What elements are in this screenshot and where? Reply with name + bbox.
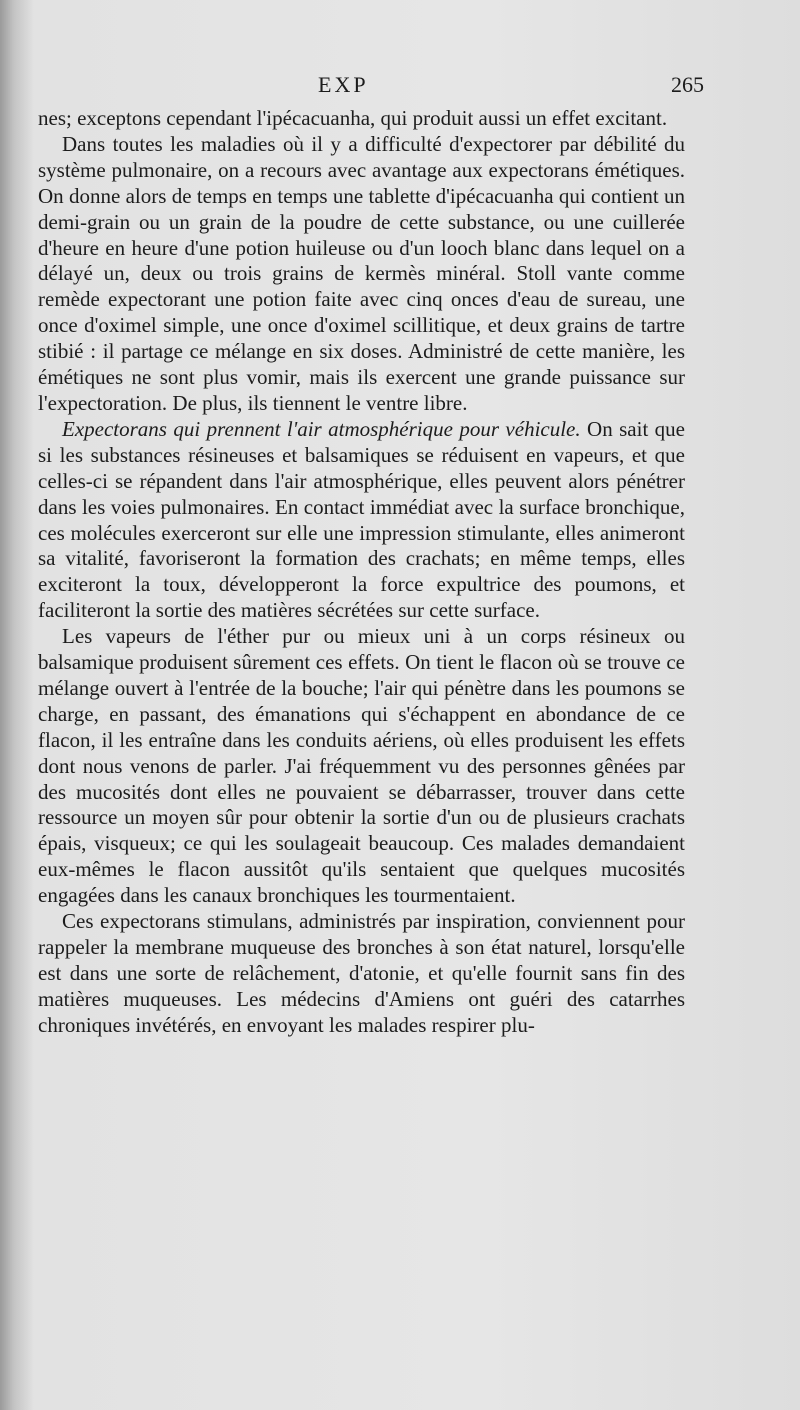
- paragraph-vapeurs-ether: Les vapeurs de l'éther pur ou mieux uni à un corps résineux ou balsamique produisent sûrement ces effets. On tient le flacon où se trouve ce mélange ouvert à l'entrée de la bouche; l'air qui pénètre dans les poumons se charge, en passant, des émanations qui s'échappent en abondance de ce flacon, il les entraîne dans les conduits aériens, où elles produisent les effets dont nous venons de parler. J'ai fréquemment vu des personnes gênées par des mucosités dont elles ne pouvaient se débarrasser, trouver dans cette ressource un moyen sûr pour obtenir la sortie d'un ou de plusieurs crachats épais, visqueux; ce qui les soulageait beaucoup. Ces malades demandaient eux-mêmes le flacon aussitôt qu'ils sentaient que quelques mucosités engagées dans les canaux bronchiques les tourmentaient.: [38, 624, 685, 908]
- paragraph-air-atmospherique-text: On sait que si les substances résineuses et balsamiques se réduisent en vapeurs, et que celles-ci se répandent dans l'air atmosphérique, elles peuvent alors pénétrer dans les voies pulmonaires. En contact immédiat avec la surface bronchique, ces molécules exerceront sur elle une impression stimulante, elles animeront sa vitalité, favoriseront la formation des crachats; en même temps, elles exciteront la toux, développeront la force expultrice des poumons, et faciliteront la sortie des matières sécrétées sur cette surface.: [38, 416, 686, 623]
- paragraph-emetiques: Dans toutes les maladies où il y a difficulté d'expectorer par débilité du système pulmonaire, on a recours avec avantage aux expectorans émétiques. On donne alors de temps en temps une tablette d'ipécacuanha qui contient un demi-grain ou un grain de la poudre de cette substance, ou une cuillerée d'heure en heure d'une potion huileuse ou d'un looch blanc dans lequel on a délayé un, deux ou trois grains de kermès minéral. Stoll vante comme remède expectorant une potion faite avec cinq onces d'eau de sureau, une once d'oximel simple, une once d'oximel scillitique, et deux grains de tartre stibié : il partage ce mélange en six doses. Administré de cette manière, les émétiques ne sont plus vomir, mais ils exercent une grande puissance sur l'expectoration. De plus, ils tiennent le ventre libre.: [38, 131, 685, 415]
- running-title: EXP: [318, 72, 369, 97]
- paragraph-expectorans-stimulans: Ces expectorans stimulans, administrés par inspiration, conviennent pour rappeler la membrane muqueuse des bronches à son état naturel, lorsqu'elle est dans une sorte de relâchement, d'atonie, et qu'elle fournit sans fin des matières muqueuses. Les médecins d'Amiens ont guéri des catarrhes chroniques invétérés, en envoyant les malades respirer plu-: [38, 909, 685, 1037]
- paragraph-continuation: nes; exceptons cependant l'ipécacuanha, qui produit aussi un effet excitant.: [38, 106, 668, 130]
- running-head: [0, 70, 800, 104]
- body-text: [38, 106, 685, 1039]
- page-number: 265: [671, 72, 704, 97]
- section-lead-italic: Expectorans qui prennent l'air atmosphérique pour véhicule.: [62, 416, 581, 441]
- paragraph-air-atmospherique: [38, 417, 685, 624]
